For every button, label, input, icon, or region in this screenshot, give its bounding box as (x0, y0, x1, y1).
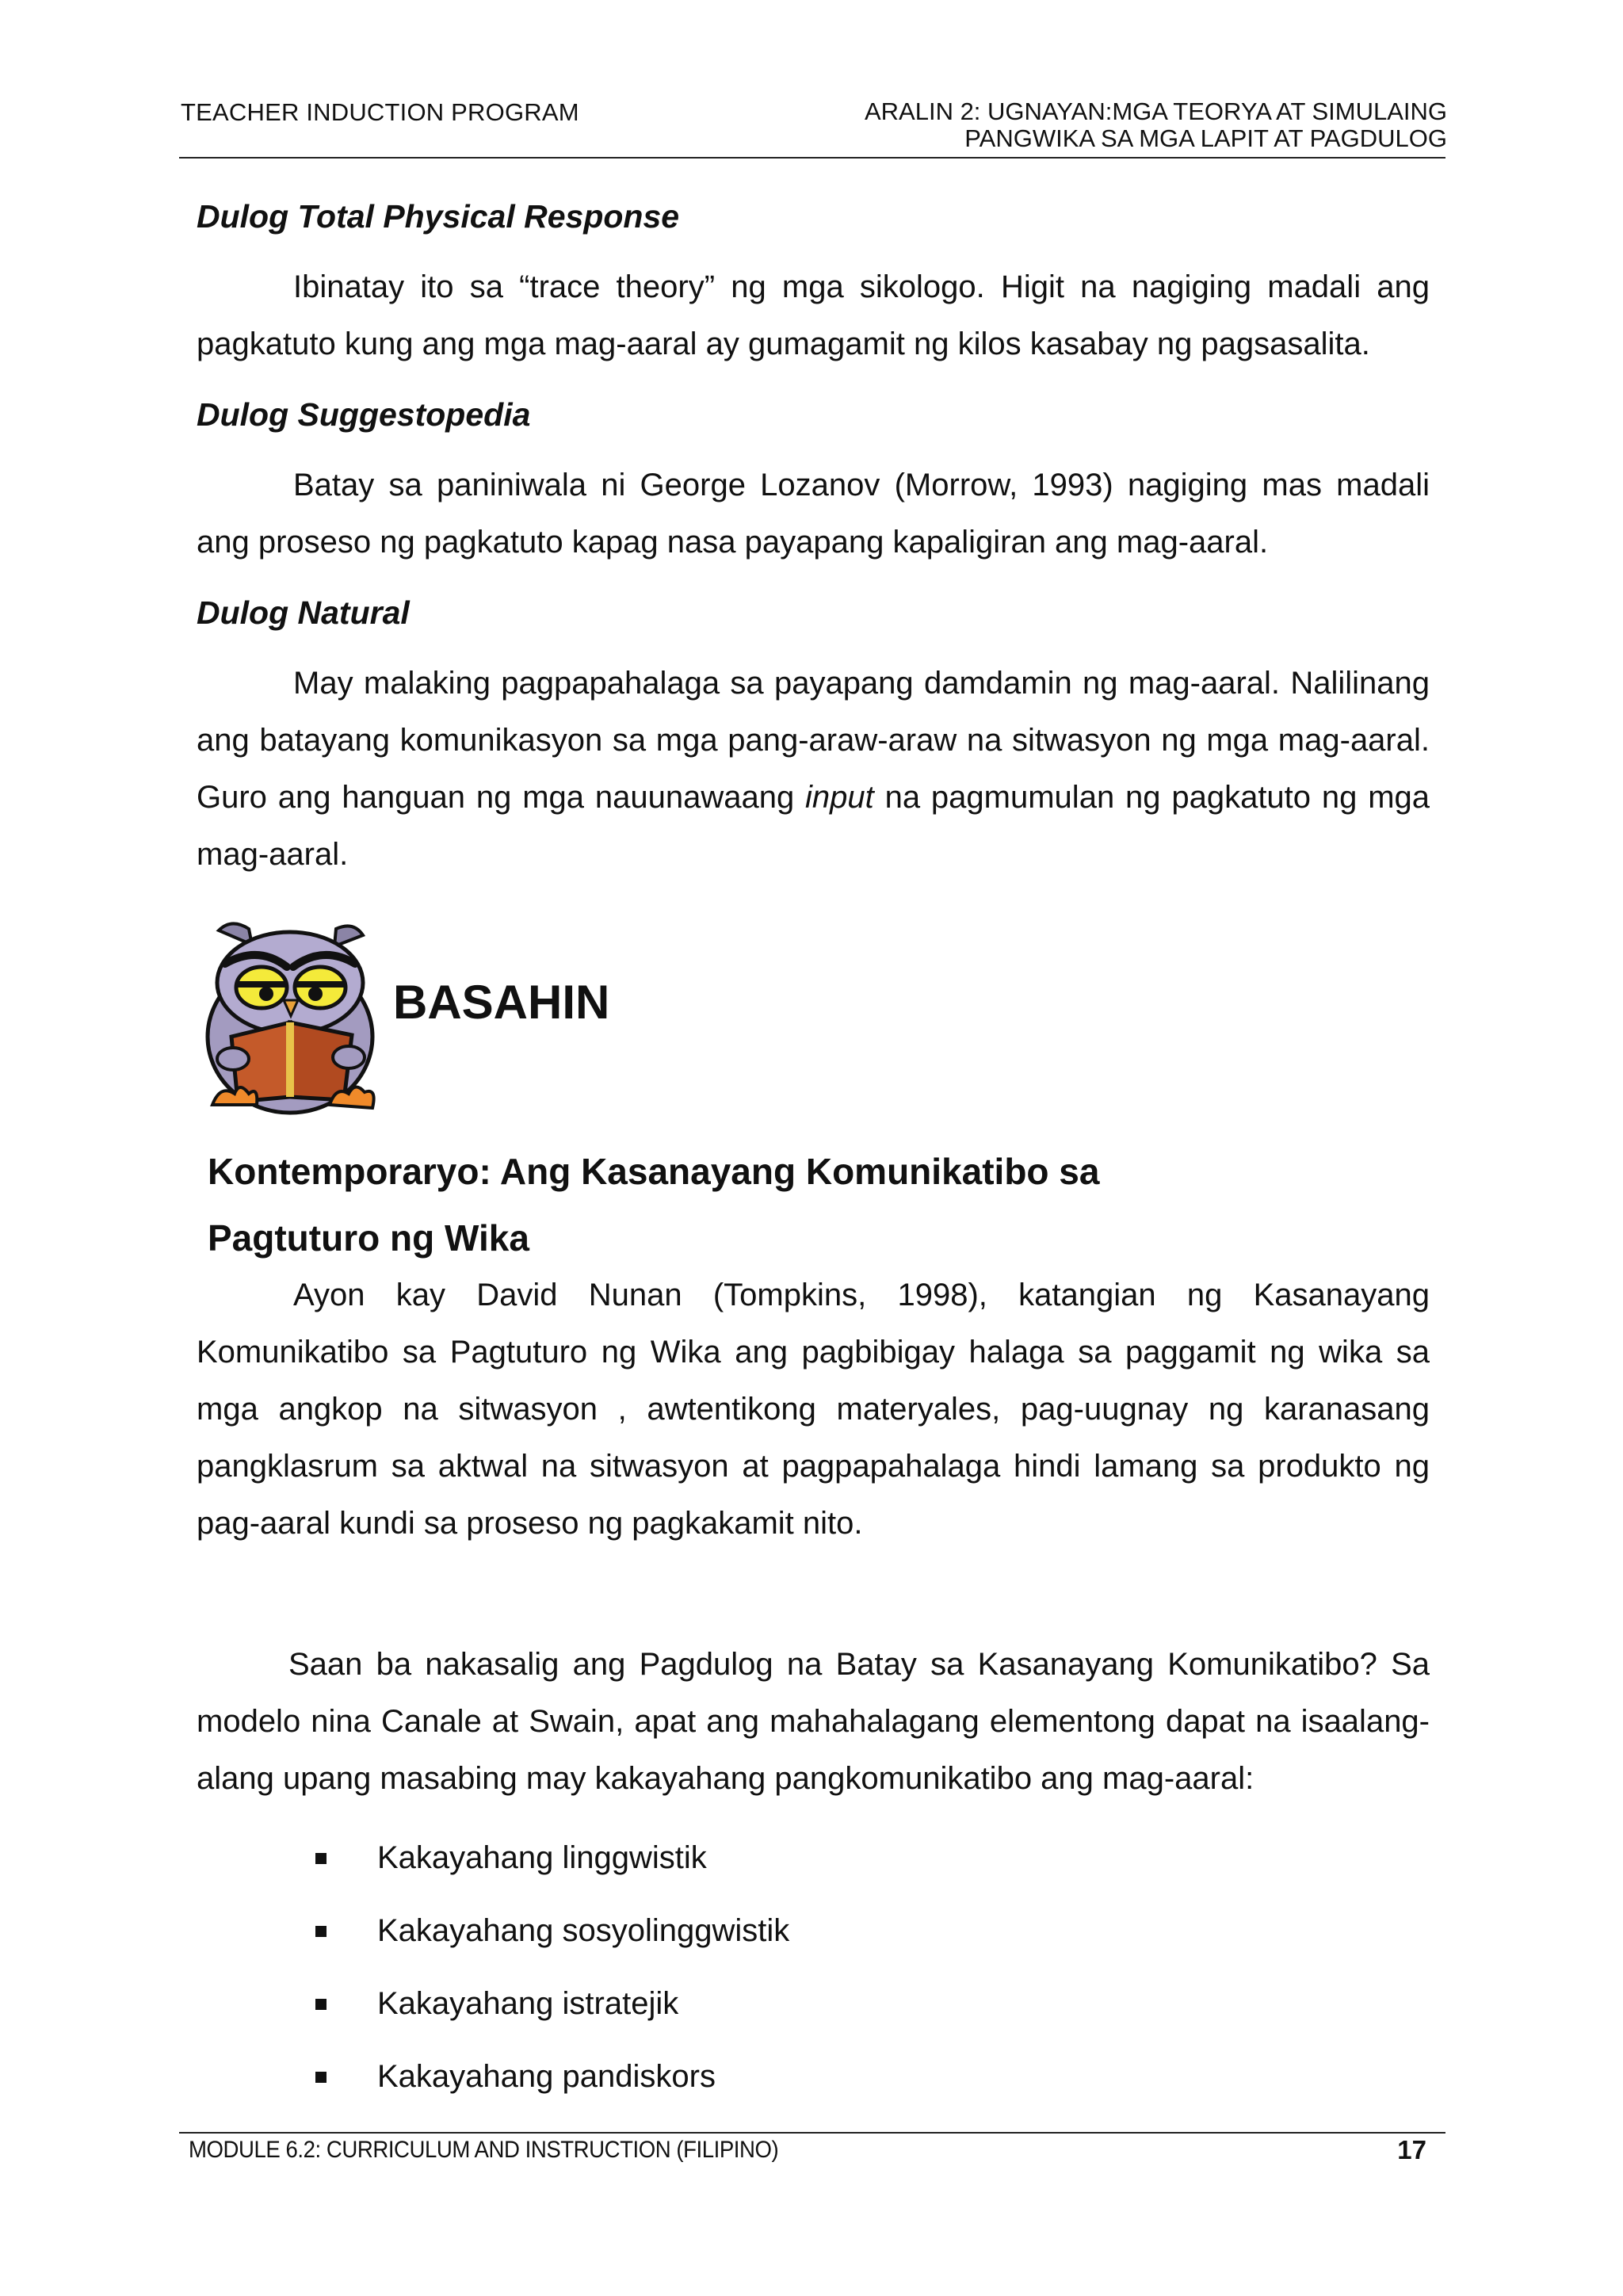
bullet-square-icon (315, 1999, 327, 2010)
list-item: Kakayahang linggwistik (315, 1821, 1430, 1894)
page-number: 17 (1397, 2135, 1426, 2164)
bullet-square-icon (315, 1926, 327, 1937)
subheading-tpr: Dulog Total Physical Response (197, 198, 680, 235)
approaches-section (197, 190, 1430, 883)
basahin-block (197, 918, 1430, 1124)
competencies-list (197, 1821, 1430, 2113)
header-divider (179, 157, 1445, 159)
footer-module-title: MODULE 6.2: CURRICULUM AND INSTRUCTION (FILIPINO) (189, 2137, 779, 2163)
header-program-title: TEACHER INDUCTION PROGRAM (181, 98, 579, 126)
nunan-section (197, 1266, 1430, 1552)
section-title-line-2: Pagtuturo ng Wika (208, 1217, 529, 1259)
owl-reading-book-icon (197, 918, 384, 1122)
list-item: Kakayahang pandiskors (315, 2040, 1430, 2113)
canale-swain-section (197, 1636, 1430, 2113)
paragraph-suggestopedia: Batay sa paniniwala ni George Lozanov (Morrow, 1993) nagiging mas madali ang proseso ng pagkatuto kapag nasa payapang kapaligiran ang mag-aaral. (197, 468, 1430, 560)
basahin-heading: BASAHIN (393, 976, 610, 1029)
paragraph-tpr: Ibinatay ito sa “trace theory” ng mga sikologo. Higit na nagiging madali ang pagkatuto kung ang mga mag-aaral ay gumagamit ng kilos kasabay ng pagsasalita. (197, 269, 1430, 361)
bullet-square-icon (315, 2072, 327, 2083)
header-lesson-line-2: PANGWIKA SA MGA LAPIT AT PAGDULOG (964, 124, 1447, 152)
italic-input-term: input (805, 780, 874, 815)
paragraph-nunan: Ayon kay David Nunan (Tompkins, 1998), katangian ng Kasanayang Komunikatibo sa Pagtuturo ng Wika ang pagbibigay halaga sa paggamit ng wika sa mga angkop na sitwasyon , awtentikong materyales, pag-uugnay ng karanasang pangklasrum sa aktwal na sitwasyon at pagpapahalaga hindi lamang sa produkto ng pag-aaral kundi sa proseso ng pagkakamit nito. (197, 1278, 1430, 1541)
list-item: Kakayahang istratejik (315, 1967, 1430, 2040)
footer-divider (179, 2132, 1445, 2134)
subheading-natural: Dulog Natural (197, 594, 410, 631)
header-lesson-title (865, 98, 1447, 152)
section-title-line-1: Kontemporaryo: Ang Kasanayang Komunikatibo sa (208, 1151, 1100, 1192)
header-lesson-line-1: ARALIN 2: UGNAYAN:MGA TEORYA AT SIMULAING (864, 97, 1447, 125)
bullet-square-icon (315, 1853, 327, 1864)
list-item: Kakayahang sosyolinggwistik (315, 1894, 1430, 1967)
subheading-suggestopedia: Dulog Suggestopedia (197, 396, 531, 433)
paragraph-natural: May malaking pagpapahalaga sa payapang damdamin ng mag-aaral. Nalilinang ang batayang komunikasyon sa mga pang-araw-araw na sitwasyon ng mga mag-aaral. Guro ang hanguan ng mga nauunawaang input na pagmumulan ng pagkatuto ng mga mag-aaral. (197, 666, 1430, 872)
paragraph-canale-swain: Saan ba nakasalig ang Pagdulog na Batay sa Kasanayang Komunikatibo? Sa modelo nina Canale at Swain, apat ang mahahalagang elementong dapat na isaalang-alang upang masabing may kakayahang pangkomunikatibo ang mag-aaral: (197, 1647, 1430, 1796)
section-title (208, 1138, 1412, 1271)
